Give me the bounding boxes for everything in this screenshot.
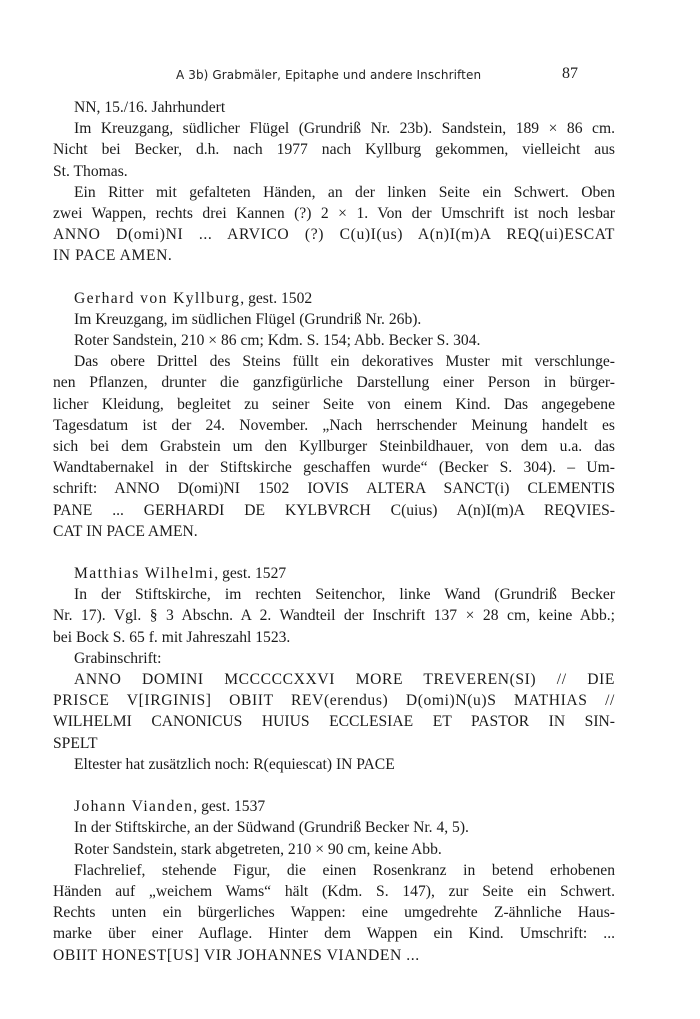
text-line: In der Stiftskirche, an der Südwand (Grundriß Becker Nr. 4, 5). <box>74 819 469 837</box>
text-line: Roter Sandstein, stark abgetreten, 210 × 90 cm, keine Abb. <box>74 840 442 858</box>
text-line: sich bei dem Grabstein um den Kyllburger Steinbildhauer, von dem u.a. das <box>53 438 615 456</box>
text-line: Ein Ritter mit gefalteten Händen, an der linken Seite ein Schwert. Oben <box>74 183 615 201</box>
entry-johann-vianden <box>53 796 615 966</box>
entry-name: Gerhard von Kyllburg <box>74 289 241 307</box>
entry-nn <box>53 97 615 267</box>
inscription-line: PANE ... GERHARDI DE KYLBVRCH C(uius) A(n)I(m)A REQVIES- <box>53 501 615 519</box>
entry-name: Matthias Wilhelmi <box>74 565 215 583</box>
text-line: Nicht bei Becker, d.h. nach 1977 nach Kyllburg gekommen, vielleicht aus <box>53 141 615 159</box>
entry-matthias-wilhelmi <box>53 563 615 775</box>
text-line: zwei Wappen, rechts drei Kannen (?) 2 × 1. Von der Umschrift ist noch lesbar <box>53 205 615 223</box>
inscription-line: PRISCE V[IRGINIS] OBIIT REV(erendus) D(omi)N(u)S MATHIAS // <box>53 692 615 710</box>
text-line: bei Bock S. 65 f. mit Jahreszahl 1523. <box>53 628 291 646</box>
entry-gerhard-von-kyllburg <box>53 288 615 542</box>
inscription-line: IN PACE AMEN. <box>53 247 173 265</box>
text-line: Im Kreuzgang, südlicher Flügel (Grundriß Nr. 23b). Sandstein, 189 × 86 cm. <box>74 120 615 138</box>
entry-heading <box>53 563 615 584</box>
inscription-line: schrift: ANNO D(omi)NI 1502 IOVIS ALTERA SANCT(i) CLEMENTIS <box>53 480 615 498</box>
text-line: Grabinschrift: <box>74 649 162 667</box>
running-title: A 3b) Grabmäler, Epitaphe und andere Inschriften <box>176 68 482 82</box>
text-line: Im Kreuzgang, im südlichen Flügel (Grundriß Nr. 26b). <box>74 310 422 328</box>
running-head <box>0 66 700 86</box>
text-line: licher Kleidung, begleitet zu seiner Seite von einem Kind. Das angegebene <box>53 395 615 413</box>
text-line: Roter Sandstein, 210 × 86 cm; Kdm. S. 154; Abb. Becker S. 304. <box>74 332 481 350</box>
text-line: Tagesdatum ist der 24. November. „Nach herrschender Meinung handelt es <box>53 416 615 434</box>
page-number: 87 <box>562 65 578 82</box>
text-line: Rechts unten ein bürgerliches Wappen: eine umgedrehte Z-ähnliche Haus- <box>53 904 615 922</box>
text-line: In der Stiftskirche, im rechten Seitenchor, linke Wand (Grundriß Becker <box>74 586 615 604</box>
entry-heading: NN, 15./16. Jahrhundert <box>74 99 226 116</box>
text-line: Das obere Drittel des Steins füllt ein dekoratives Muster mit verschlunge- <box>74 353 615 371</box>
text-line: marke über einer Auflage. Hinter dem Wappen ein Kind. Umschrift: ... <box>53 925 615 943</box>
inscription-line: WILHELMI CANONICUS HUIUS ECCLESIAE ET PASTOR IN SIN- <box>53 713 615 731</box>
inscription-line: ANNO D(omi)NI ... ARVICO (?) C(u)I(us) A(n)I(m)A REQ(ui)ESCAT <box>53 226 615 244</box>
entry-heading <box>53 288 615 309</box>
text-line: Nr. 17). Vgl. § 3 Abschn. A 2. Wandteil der Inschrift 137 × 28 cm, keine Abb.; <box>53 607 615 625</box>
inscription-line: OBIIT HONEST[US] VIR JOHANNES VIANDEN ... <box>53 946 420 964</box>
inscription-line: SPELT <box>53 734 98 752</box>
entry-date: , gest. 1537 <box>193 798 266 816</box>
inscription-line: CAT IN PACE AMEN. <box>53 522 198 540</box>
entry-date: , gest. 1502 <box>240 289 313 307</box>
entry-date: , gest. 1527 <box>214 565 287 583</box>
text-line: St. Thomas. <box>53 162 128 180</box>
text-line: Eltester hat zusätzlich noch: R(equiescat) IN PACE <box>74 755 395 773</box>
entry-heading <box>53 796 615 817</box>
document-body <box>53 97 615 966</box>
text-line: Wandtabernakel in der Stiftskirche geschaffen wurde“ (Becker S. 304). – Um- <box>53 459 615 477</box>
text-line: Flachrelief, stehende Figur, die einen Rosenkranz in betend erhobenen <box>74 861 615 879</box>
entry-name: Johann Vianden <box>74 798 194 816</box>
text-line: nen Pflanzen, drunter die ganzfigürliche Darstellung einer Person in bürger- <box>53 374 615 392</box>
text-line: Händen auf „weichem Wams“ hält (Kdm. S. 147), zur Seite ein Schwert. <box>53 882 615 900</box>
inscription-line: ANNO DOMINI MCCCCCXXVI MORE TREVEREN(SI) // DIE <box>74 671 615 689</box>
